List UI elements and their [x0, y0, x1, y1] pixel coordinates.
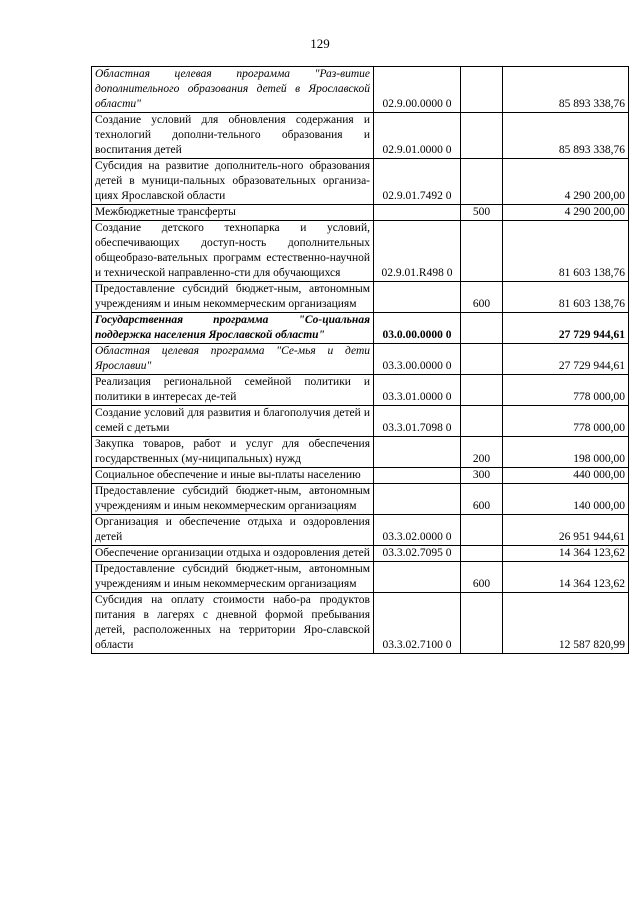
row-sum-cell: 12 587 820,99 — [503, 593, 629, 654]
row-code-cell: 03.3.02.0000 0 — [374, 515, 461, 546]
row-expense-type-cell — [461, 313, 503, 344]
row-expense-type-cell — [461, 593, 503, 654]
table-row — [92, 344, 629, 375]
row-expense-type-cell: 600 — [461, 484, 503, 515]
row-name-cell: Реализация региональной семейной политики и политики в интересах де-тей — [92, 375, 374, 406]
row-expense-type-cell — [461, 546, 503, 562]
row-name-cell: Закупка товаров, работ и услуг для обеспечения государственных (му-ниципальных) нужд — [92, 437, 374, 468]
row-name-cell: Предоставление субсидий бюджет-ным, автономным учреждениям и иным некоммерческим организациям — [92, 562, 374, 593]
row-sum-cell: 85 893 338,76 — [503, 67, 629, 113]
row-expense-type-cell — [461, 406, 503, 437]
row-expense-type-cell: 600 — [461, 282, 503, 313]
row-expense-type-cell — [461, 375, 503, 406]
row-name-cell: Межбюджетные трансферты — [92, 205, 374, 221]
row-sum-cell: 81 603 138,76 — [503, 282, 629, 313]
row-expense-type-cell: 600 — [461, 562, 503, 593]
row-sum-cell: 4 290 200,00 — [503, 205, 629, 221]
row-expense-type-cell — [461, 67, 503, 113]
budget-table — [91, 66, 629, 654]
row-name-cell: Субсидия на оплату стоимости набо-ра продуктов питания в лагерях с дневной формой пребывания детей, расположенных на территории Яро-славской области — [92, 593, 374, 654]
row-sum-cell: 85 893 338,76 — [503, 113, 629, 159]
row-expense-type-cell: 300 — [461, 468, 503, 484]
table-row — [92, 282, 629, 313]
row-expense-type-cell — [461, 221, 503, 282]
table-row — [92, 515, 629, 546]
table-row — [92, 205, 629, 221]
row-code-cell: 02.9.00.0000 0 — [374, 67, 461, 113]
row-sum-cell: 4 290 200,00 — [503, 159, 629, 205]
row-code-cell: 03.0.00.0000 0 — [374, 313, 461, 344]
row-code-cell — [374, 282, 461, 313]
row-name-cell: Организация и обеспечение отдыха и оздоровления детей — [92, 515, 374, 546]
table-row — [92, 406, 629, 437]
row-code-cell: 03.3.02.7095 0 — [374, 546, 461, 562]
row-sum-cell: 198 000,00 — [503, 437, 629, 468]
row-sum-cell: 440 000,00 — [503, 468, 629, 484]
row-expense-type-cell: 500 — [461, 205, 503, 221]
table-row — [92, 562, 629, 593]
row-sum-cell: 27 729 944,61 — [503, 344, 629, 375]
table-row — [92, 546, 629, 562]
row-name-cell: Обеспечение организации отдыха и оздоровления детей — [92, 546, 374, 562]
row-sum-cell: 778 000,00 — [503, 406, 629, 437]
row-expense-type-cell — [461, 159, 503, 205]
row-name-cell: Создание условий для обновления содержания и технологий дополни-тельного образования и воспитания детей — [92, 113, 374, 159]
table-row — [92, 221, 629, 282]
row-code-cell: 03.3.02.7100 0 — [374, 593, 461, 654]
page-number: 129 — [310, 36, 330, 51]
row-name-cell: Областная целевая программа "Се-мья и дети Ярославии" — [92, 344, 374, 375]
row-code-cell: 02.9.01.R498 0 — [374, 221, 461, 282]
row-name-cell: Областная целевая программа "Раз-витие дополнительного образования детей в Ярославской области" — [92, 67, 374, 113]
row-name-cell: Субсидия на развитие дополнитель-ного образования детей в муници-пальных образовательных организа-циях Ярославской области — [92, 159, 374, 205]
row-name-cell: Предоставление субсидий бюджет-ным, автономным учреждениям и иным некоммерческим организациям — [92, 282, 374, 313]
table-row — [92, 113, 629, 159]
table-row — [92, 159, 629, 205]
row-code-cell — [374, 468, 461, 484]
row-code-cell: 02.9.01.7492 0 — [374, 159, 461, 205]
row-sum-cell: 81 603 138,76 — [503, 221, 629, 282]
row-name-cell: Государственная программа "Со-циальная поддержка населения Ярославской области" — [92, 313, 374, 344]
row-expense-type-cell — [461, 113, 503, 159]
row-expense-type-cell: 200 — [461, 437, 503, 468]
table-row — [92, 484, 629, 515]
table-row — [92, 437, 629, 468]
row-name-cell: Создание условий для развития и благополучия детей и семей с детьми — [92, 406, 374, 437]
row-expense-type-cell — [461, 344, 503, 375]
row-sum-cell: 27 729 944,61 — [503, 313, 629, 344]
table-row — [92, 313, 629, 344]
row-code-cell: 03.3.01.0000 0 — [374, 375, 461, 406]
row-sum-cell: 778 000,00 — [503, 375, 629, 406]
row-name-cell: Социальное обеспечение и иные вы-платы населению — [92, 468, 374, 484]
row-code-cell — [374, 562, 461, 593]
table-row — [92, 468, 629, 484]
table-row — [92, 375, 629, 406]
row-sum-cell: 14 364 123,62 — [503, 562, 629, 593]
budget-table-body — [92, 67, 629, 654]
row-code-cell: 02.9.01.0000 0 — [374, 113, 461, 159]
row-code-cell — [374, 437, 461, 468]
row-expense-type-cell — [461, 515, 503, 546]
row-name-cell: Предоставление субсидий бюджет-ным, автономным учреждениям и иным некоммерческим организациям — [92, 484, 374, 515]
row-sum-cell: 14 364 123,62 — [503, 546, 629, 562]
row-sum-cell: 140 000,00 — [503, 484, 629, 515]
row-code-cell: 03.3.01.7098 0 — [374, 406, 461, 437]
table-row — [92, 67, 629, 113]
row-code-cell — [374, 205, 461, 221]
row-code-cell: 03.3.00.0000 0 — [374, 344, 461, 375]
row-code-cell — [374, 484, 461, 515]
table-row — [92, 593, 629, 654]
row-sum-cell: 26 951 944,61 — [503, 515, 629, 546]
row-name-cell: Создание детского технопарка и условий, обеспечивающих доступ-ность дополнительных общеобразо-вательных программ естественно-научной и технической направленно-сти для обучающихся — [92, 221, 374, 282]
